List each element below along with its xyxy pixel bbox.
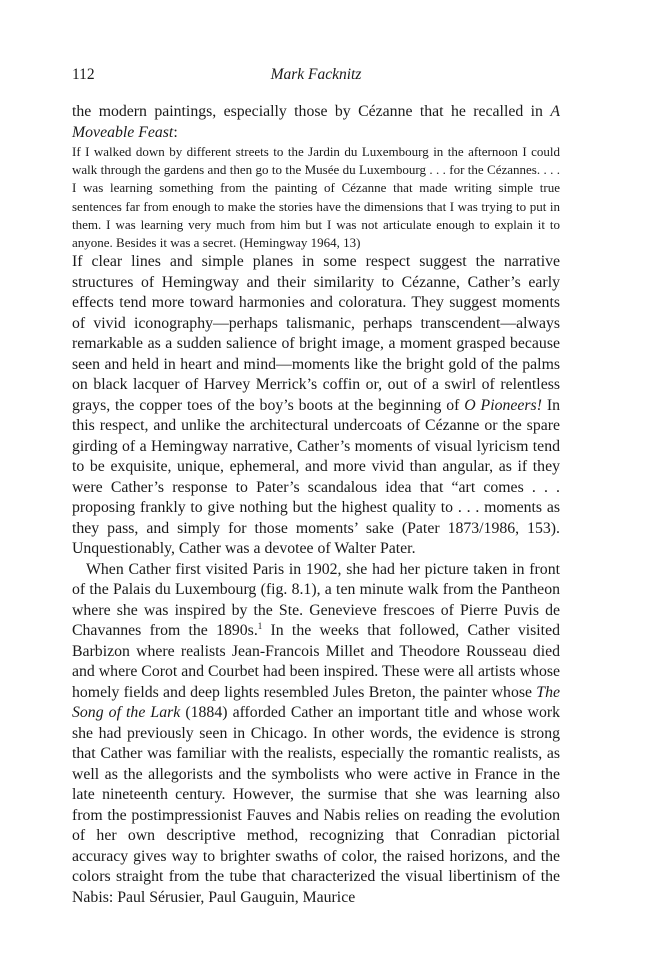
opening-paragraph [72,102,560,143]
book-title-o-pioneers: O Pioneers! [464,396,542,414]
block-quote: If I walked down by different streets to the Jardin du Luxembourg in the afternoon I could walk through the gardens and then go to the Musée du Luxembourg . . . for the Cézannes. . . . I was learning something from the painting of Cézanne that made writing simple true sentences far from enough to make the stories have the dimensions that I was trying to put in them. I was learning very much from him but I was not articulate enough to explain it to anyone. Besides it was a secret. (Hemingway 1964, 13) [72,144,560,251]
paragraph-pater [72,252,560,560]
paragraph-text: (1884) afforded Cather an important title and whose work she had previously seen in Chicago. In other words, the evidence is strong that Cather was familiar with the realists, especially the romantic realists, as well as the allegorists and the symbolists who were active in France in the late nineteenth century. However, the surmise that she was learning also from the postimpressionist Fauves and Nabis relies on reading the evolution of her own descriptive method, recognizing that Conradian pictorial accuracy gives way to brighter swaths of color, the raised horizons, and the colors straight from the tube that characterized the visual libertinism of the Nabis: Paul Sérusier, Paul Gauguin, Maurice [72,704,561,906]
book-title-moveable-feast: A Moveable Feast [72,103,560,141]
footnote-marker: 1 [257,621,263,632]
paragraph-paris [72,560,560,909]
running-header [72,66,560,88]
opening-text: the modern paintings, especially those by Cézanne that he recalled in [72,103,551,120]
main-text [72,102,560,908]
paragraph-text: In the weeks that followed, Cather visited Barbizon where realists Jean-Francois Millet and Theodore Rousseau died and where Corot and Courbet had been inspired. These were all artists whose homely fields and deep lights resembled Jules Breton, the painter whose [72,622,560,701]
opening-tail: : [173,123,178,141]
painting-title-song-of-the-lark: The Song of the Lark [72,683,560,722]
running-head-author: Mark Facknitz [270,66,362,83]
paragraph-text: In this respect, and unlike the architectural undercoats of Cézanne or the spare girding of a Hemingway narrative, Cather’s moments of visual lyricism tend to be exquisite, unique, ephemeral, and more vivid than angular, as if they were Cather’s response to Pater’s scandalous idea that “art comes . . . proposing frankly to give nothing but the highest quality to . . . moments as they pass, and simply for those moments’ sake (Pater 1873/1986, 153). Unquestionably, Cather was a devotee of Walter Pater. [72,396,560,558]
page-number: 112 [72,66,95,83]
paragraph-text: If clear lines and simple planes in some respect suggest the narrative structures of Hemingway and their similarity to Cézanne, Cather’s early effects tend more toward harmonies and coloratura. They suggest moments of vivid iconography—perhaps talismanic, perhaps transcendent—always remarkable as a sudden salience of bright image, a moment grasped because seen and held in heart and mind—moments like the bright gold of the palms on black lacquer of Harvey Merrick’s coffin or, out of a swirl of relentless grays, the copper toes of the boy’s boots at the beginning of [72,253,560,414]
paragraph-text: When Cather first visited Paris in 1902, she had her picture taken in front of the Palais du Luxembourg (fig. 8.1), a ten minute walk from the Pantheon where she was inspired by the Ste. Genevieve frescoes of Pierre Puvis de Chavannes from the 1890s. [72,560,560,640]
